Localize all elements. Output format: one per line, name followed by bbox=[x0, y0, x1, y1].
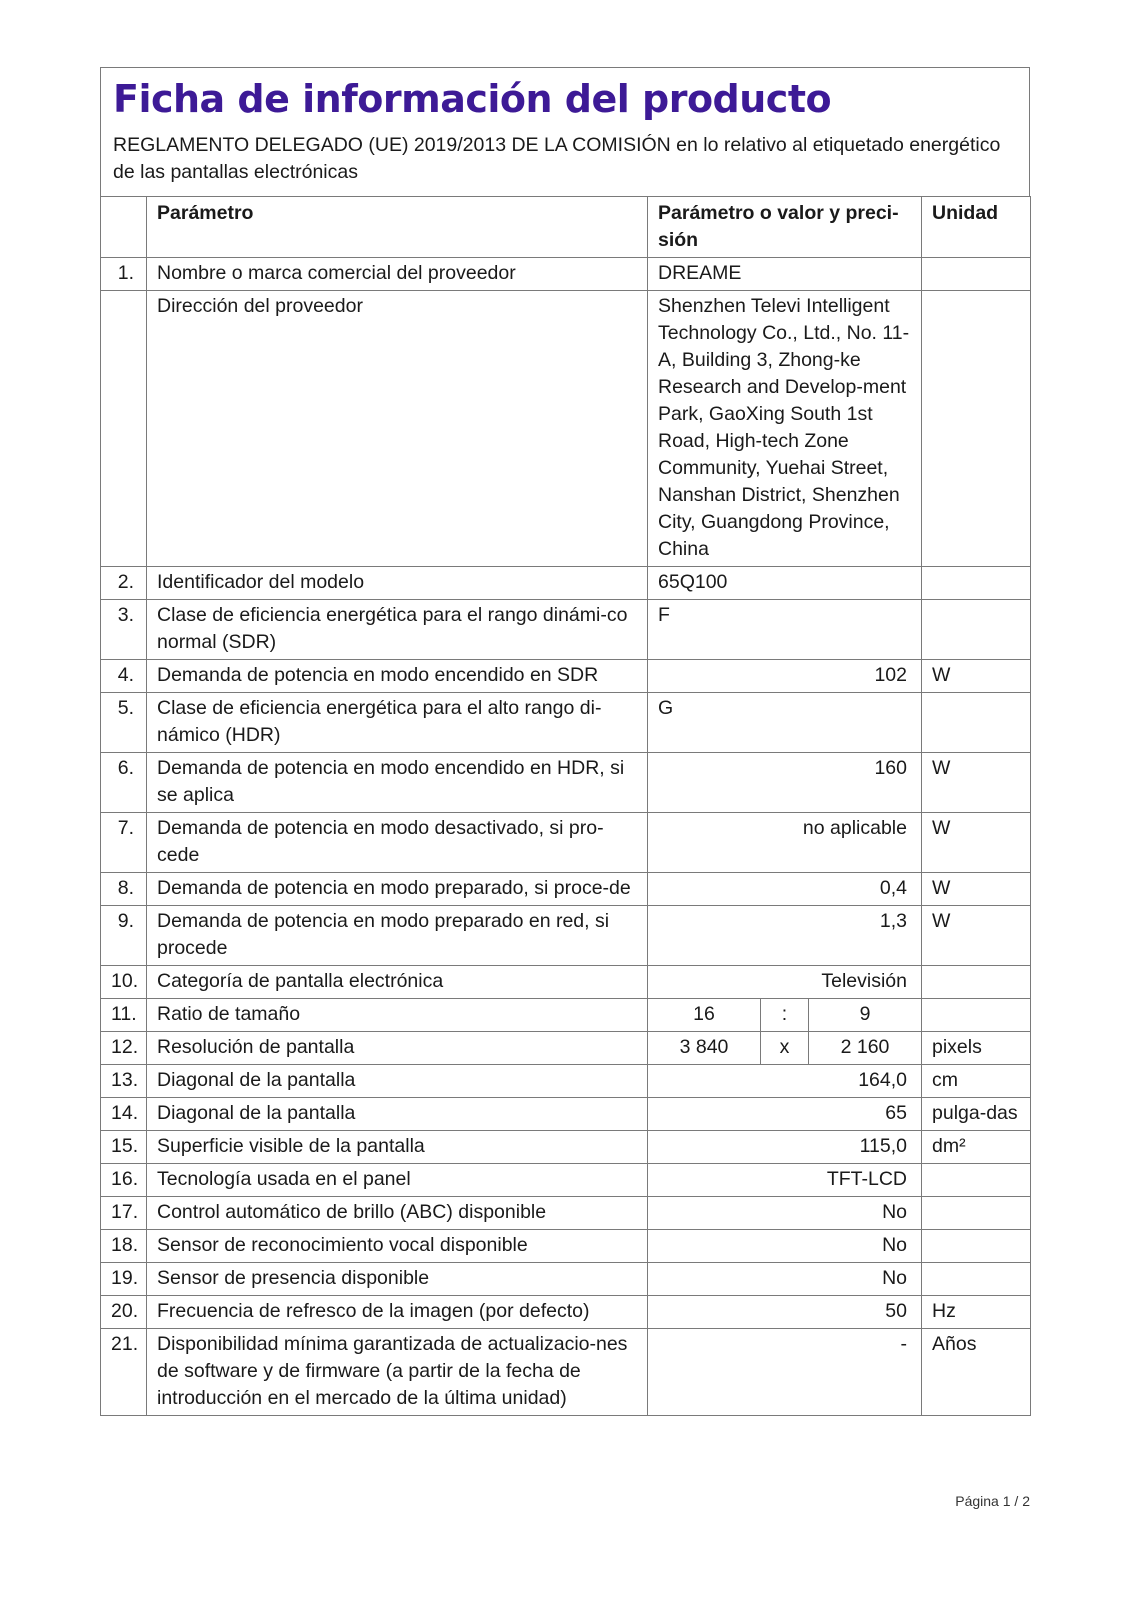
sheet-header bbox=[100, 67, 1030, 196]
row-unit: pulga-das bbox=[922, 1098, 1031, 1131]
row-number: 17. bbox=[101, 1197, 147, 1230]
row-value: 115,0 bbox=[648, 1131, 922, 1164]
table-row bbox=[101, 906, 1031, 966]
row-value: G bbox=[648, 693, 922, 753]
row-value: No bbox=[648, 1197, 922, 1230]
row-unit bbox=[922, 1164, 1031, 1197]
row-parameter: Demanda de potencia en modo preparado en red, si procede bbox=[147, 906, 648, 966]
table-row bbox=[101, 1032, 1031, 1065]
row-parameter: Clase de eficiencia energética para el alto rango di-námico (HDR) bbox=[147, 693, 648, 753]
page-separator: / bbox=[1014, 1493, 1019, 1509]
row-value: 164,0 bbox=[648, 1065, 922, 1098]
row-value: Televisión bbox=[648, 966, 922, 999]
row-number: 20. bbox=[101, 1296, 147, 1329]
row-number bbox=[101, 291, 147, 567]
table-row bbox=[101, 693, 1031, 753]
row-unit bbox=[922, 693, 1031, 753]
table-row bbox=[101, 1263, 1031, 1296]
row-parameter: Nombre o marca comercial del proveedor bbox=[147, 258, 648, 291]
table-row bbox=[101, 1131, 1031, 1164]
row-value: Shenzhen Televi Intelligent Technology Co., Ltd., No. 11-A, Building 3, Zhong-ke Research and Develop-ment Park, GaoXing South 1st Road, High-tech Zone Community, Yuehai Street, Nanshan District, Shenzhen City, Guangdong Province, China bbox=[648, 291, 922, 567]
row-unit bbox=[922, 1263, 1031, 1296]
table-row bbox=[101, 873, 1031, 906]
row-unit: W bbox=[922, 753, 1031, 813]
row-value: F bbox=[648, 600, 922, 660]
row-value: 160 bbox=[648, 753, 922, 813]
page-current: 1 bbox=[1002, 1493, 1011, 1509]
row-number: 15. bbox=[101, 1131, 147, 1164]
page-number bbox=[955, 1493, 1030, 1509]
row-unit: W bbox=[922, 873, 1031, 906]
row-number: 14. bbox=[101, 1098, 147, 1131]
row-unit: dm² bbox=[922, 1131, 1031, 1164]
row-value-separator: x bbox=[761, 1032, 809, 1065]
table-row bbox=[101, 600, 1031, 660]
regulation-subtitle: REGLAMENTO DELEGADO (UE) 2019/2013 DE LA COMISIÓN en lo relativo al etiquetado energético de las pantallas electrónicas bbox=[113, 134, 1001, 183]
row-value: No bbox=[648, 1230, 922, 1263]
row-value-second: 9 bbox=[809, 999, 922, 1032]
row-unit: pixels bbox=[922, 1032, 1031, 1065]
row-number: 7. bbox=[101, 813, 147, 873]
row-unit bbox=[922, 600, 1031, 660]
row-value: no aplicable bbox=[648, 813, 922, 873]
table-row bbox=[101, 1197, 1031, 1230]
row-parameter: Frecuencia de refresco de la imagen (por defecto) bbox=[147, 1296, 648, 1329]
page-total: 2 bbox=[1022, 1493, 1030, 1509]
row-number: 16. bbox=[101, 1164, 147, 1197]
row-number: 12. bbox=[101, 1032, 147, 1065]
row-unit bbox=[922, 291, 1031, 567]
row-value-first: 3 840 bbox=[648, 1032, 761, 1065]
row-parameter: Diagonal de la pantalla bbox=[147, 1098, 648, 1131]
table-row bbox=[101, 813, 1031, 873]
row-unit: Hz bbox=[922, 1296, 1031, 1329]
table-row bbox=[101, 1329, 1031, 1416]
product-info-sheet bbox=[100, 67, 1030, 1416]
table-row bbox=[101, 1098, 1031, 1131]
row-number: 6. bbox=[101, 753, 147, 813]
row-parameter: Clase de eficiencia energética para el rango dinámi-co normal (SDR) bbox=[147, 600, 648, 660]
row-unit bbox=[922, 1197, 1031, 1230]
row-number: 13. bbox=[101, 1065, 147, 1098]
row-value-first: 16 bbox=[648, 999, 761, 1032]
row-unit bbox=[922, 567, 1031, 600]
row-number: 5. bbox=[101, 693, 147, 753]
table-row bbox=[101, 258, 1031, 291]
row-value: 65 bbox=[648, 1098, 922, 1131]
page-label: Página bbox=[955, 1493, 999, 1509]
row-number: 18. bbox=[101, 1230, 147, 1263]
row-value: DREAME bbox=[648, 258, 922, 291]
table-row bbox=[101, 966, 1031, 999]
row-value: 65Q100 bbox=[648, 567, 922, 600]
row-parameter: Tecnología usada en el panel bbox=[147, 1164, 648, 1197]
row-value: 102 bbox=[648, 660, 922, 693]
header-num bbox=[101, 197, 147, 258]
header-unit: Unidad bbox=[922, 197, 1031, 258]
row-unit: W bbox=[922, 906, 1031, 966]
row-parameter: Control automático de brillo (ABC) disponible bbox=[147, 1197, 648, 1230]
row-parameter: Sensor de reconocimiento vocal disponible bbox=[147, 1230, 648, 1263]
table-row bbox=[101, 1164, 1031, 1197]
row-parameter: Ratio de tamaño bbox=[147, 999, 648, 1032]
row-unit bbox=[922, 999, 1031, 1032]
row-number: 19. bbox=[101, 1263, 147, 1296]
parameter-table bbox=[100, 196, 1031, 1416]
row-parameter: Dirección del proveedor bbox=[147, 291, 648, 567]
table-row bbox=[101, 999, 1031, 1032]
table-row bbox=[101, 1296, 1031, 1329]
row-unit: cm bbox=[922, 1065, 1031, 1098]
row-unit: W bbox=[922, 660, 1031, 693]
row-unit: W bbox=[922, 813, 1031, 873]
table-row bbox=[101, 567, 1031, 600]
row-number: 9. bbox=[101, 906, 147, 966]
table-row bbox=[101, 1230, 1031, 1263]
row-value: No bbox=[648, 1263, 922, 1296]
page-title: Ficha de información del producto bbox=[113, 77, 832, 121]
row-unit bbox=[922, 1230, 1031, 1263]
row-parameter: Sensor de presencia disponible bbox=[147, 1263, 648, 1296]
row-number: 8. bbox=[101, 873, 147, 906]
row-value-separator: : bbox=[761, 999, 809, 1032]
row-parameter: Demanda de potencia en modo preparado, si proce-de bbox=[147, 873, 648, 906]
row-value: TFT-LCD bbox=[648, 1164, 922, 1197]
row-value: - bbox=[648, 1329, 922, 1416]
row-parameter: Disponibilidad mínima garantizada de actualizacio-nes de software y de firmware (a partir de la fecha de introducción en el mercado de la última unidad) bbox=[147, 1329, 648, 1416]
row-number: 1. bbox=[101, 258, 147, 291]
row-value: 50 bbox=[648, 1296, 922, 1329]
row-parameter: Categoría de pantalla electrónica bbox=[147, 966, 648, 999]
row-number: 10. bbox=[101, 966, 147, 999]
row-value: 0,4 bbox=[648, 873, 922, 906]
row-parameter: Demanda de potencia en modo encendido en SDR bbox=[147, 660, 648, 693]
row-parameter: Demanda de potencia en modo desactivado, si pro-cede bbox=[147, 813, 648, 873]
row-number: 11. bbox=[101, 999, 147, 1032]
row-number: 2. bbox=[101, 567, 147, 600]
row-number: 4. bbox=[101, 660, 147, 693]
row-parameter: Diagonal de la pantalla bbox=[147, 1065, 648, 1098]
table-row bbox=[101, 753, 1031, 813]
row-parameter: Demanda de potencia en modo encendido en HDR, si se aplica bbox=[147, 753, 648, 813]
row-unit bbox=[922, 966, 1031, 999]
table-row bbox=[101, 1065, 1031, 1098]
header-parameter: Parámetro bbox=[147, 197, 648, 258]
table-row bbox=[101, 660, 1031, 693]
row-parameter: Resolución de pantalla bbox=[147, 1032, 648, 1065]
row-number: 3. bbox=[101, 600, 147, 660]
table-row bbox=[101, 291, 1031, 567]
row-value: 1,3 bbox=[648, 906, 922, 966]
row-unit: Años bbox=[922, 1329, 1031, 1416]
header-value: Parámetro o valor y preci-sión bbox=[648, 197, 922, 258]
row-number: 21. bbox=[101, 1329, 147, 1416]
table-header-row bbox=[101, 197, 1031, 258]
row-parameter: Identificador del modelo bbox=[147, 567, 648, 600]
row-unit bbox=[922, 258, 1031, 291]
row-value-second: 2 160 bbox=[809, 1032, 922, 1065]
row-parameter: Superficie visible de la pantalla bbox=[147, 1131, 648, 1164]
